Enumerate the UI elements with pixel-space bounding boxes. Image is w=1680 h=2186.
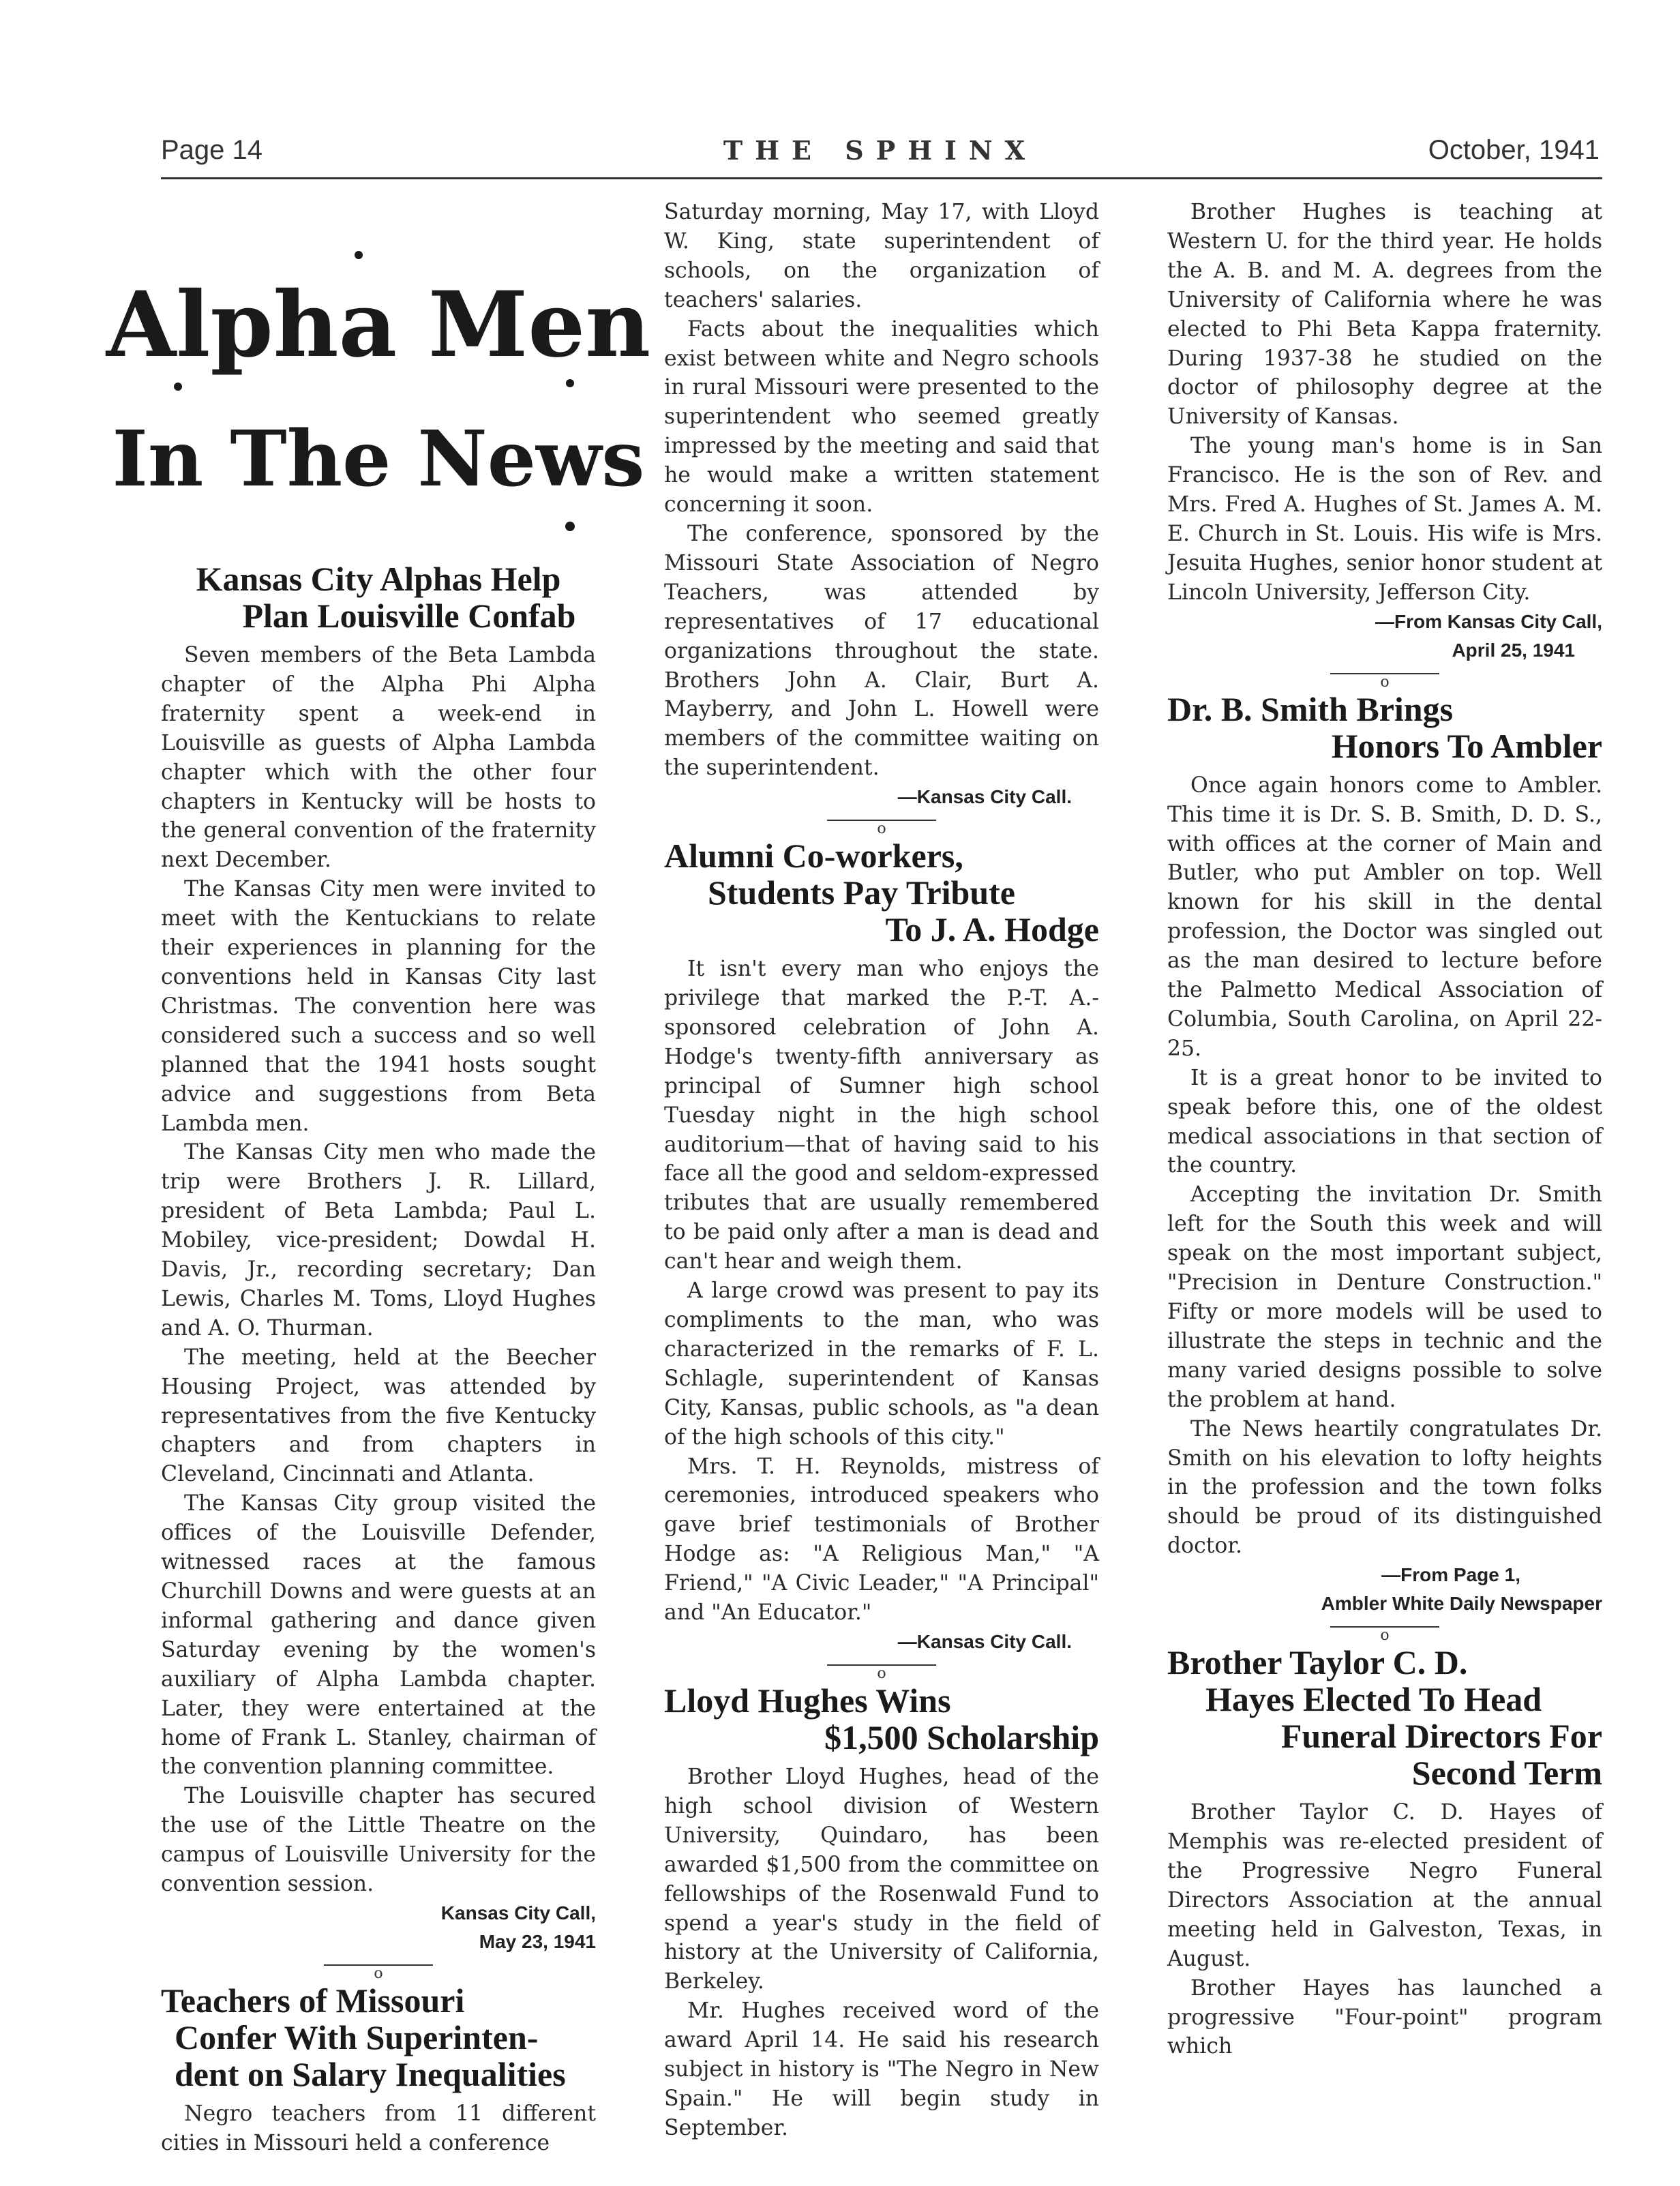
headline-line: Funeral Directors For: [1280, 1717, 1602, 1756]
separator-mark: o: [1330, 673, 1439, 691]
headline-line: Plan Louisville Confab: [242, 597, 576, 635]
headline-line: Honors To Ambler: [1331, 726, 1602, 765]
article-paragraph: A large crowd was present to pay its compliments to the man, who was characterized in the remarks of F. L. Schlagle, superintendent of Kansas City, Kansas, public schools, as "a dean of the high schools of this city.": [664, 1278, 1099, 1450]
header-rule: [161, 177, 1602, 179]
banner-dot: [565, 522, 575, 531]
article-paragraph: Once again honors come to Ambler. This time it is Dr. S. B. Smith, D. D. S., with offices at the corner of Main and Butler, who put Ambler on top. Well known for his skill in the dental profession, the Doctor was singled out as the man desired to lecture before the Palmetto Medical Association of Columbia, South Carolina, on April 22-25.: [1167, 773, 1602, 1061]
headline-dr-smith: [1167, 691, 1602, 764]
source-credit: [1167, 608, 1602, 665]
article-paragraph: The young man's home is in San Francisco. He is the son of Rev. and Mrs. Fred A. Hughes of St. James A. M. E. Church in St. Louis. His wife is Mrs. Jesuita Hughes, senior honor student at Lincoln University, Jefferson City.: [1167, 434, 1602, 605]
article-paragraph: The meeting, held at the Beecher Housing Project, was attended by representatives from the five Kentucky chapters and from chapters in Cleveland, Cincinnati and Atlanta.: [161, 1345, 596, 1487]
article-paragraph: Brother Hayes has launched a progressive "Four-point" program which: [1167, 1975, 1602, 2059]
headline-taylor-hayes: [1167, 1644, 1602, 1791]
headline-line: Students Pay Tribute: [708, 873, 1016, 912]
column-3: [1167, 198, 1602, 2061]
headline-line: To J. A. Hodge: [885, 910, 1099, 949]
article-paragraph: Facts about the inequalities which exist between white and Negro schools in rural Missouri were presented to the superintendent who seemed greatly impressed by the meeting and said that he would make a written statement concerning it soon.: [664, 316, 1099, 518]
credit-line: —From Kansas City Call,: [1375, 610, 1602, 632]
headline-lloyd-hughes: [664, 1682, 1099, 1756]
column-2: [664, 198, 1099, 2143]
headline-line: Teachers of Missouri: [161, 1981, 465, 2020]
article-paragraph: The Louisville chapter has secured the use of the Little Theatre on the campus of Louisville University for the convention session.: [161, 1784, 596, 1897]
source-credit: [161, 1899, 596, 1956]
section-separator: [664, 1656, 1099, 1682]
credit-line: Ambler White Daily Newspaper: [1321, 1593, 1602, 1615]
section-separator: [1167, 665, 1602, 691]
article-paragraph: Brother Taylor C. D. Hayes of Memphis was re-elected president of the Progressive Negro Funeral Directors Association at the annual meeting held in Galveston, Texas, in August.: [1167, 1800, 1602, 1971]
article-paragraph: Brother Hughes is teaching at Western U. for the third year. He holds the A. B. and M. A. degrees from the University of California where he was elected to Phi Beta Kappa fraternity. During 1937-38 he studied on the doctor of philosophy degree at the University of Kansas.: [1167, 200, 1602, 430]
article-paragraph: The Kansas City men were invited to meet with the Kentuckians to relate their experiences in planning for the conventions held in Kansas City last Christmas. The convention here was considered such a success and so well planned that the 1941 hosts sought advice and suggestions from Beta Lambda men.: [161, 877, 596, 1136]
headline-alumni: [664, 837, 1099, 948]
credit-line: Kansas City Call,: [440, 1902, 596, 1923]
headline-line: Brother Taylor C. D.: [1167, 1643, 1468, 1682]
article-paragraph: Mrs. T. H. Reynolds, mistress of ceremonies, introduced speakers who gave brief testimonials of Brother Hodge as: "A Religious Man," "A Friend," "A Civic Leader," "A Principal" and "An Educator.": [664, 1454, 1099, 1626]
column-1: [106, 198, 651, 2158]
article-paragraph: The News heartily congratulates Dr. Smith on his elevation to lofty heights in the profession and the town folks should be proud of its distinguished doctor.: [1167, 1416, 1602, 1559]
banner-dot: [174, 383, 182, 391]
banner-art: [106, 213, 651, 554]
separator-mark: o: [324, 1964, 433, 1982]
page-number: Page 14: [161, 135, 263, 165]
separator-mark: o: [827, 820, 936, 837]
credit-line: April 25, 1941: [1452, 639, 1575, 661]
source-credit: —Kansas City Call.: [897, 1630, 1072, 1652]
section-banner: [106, 213, 651, 554]
separator-mark: o: [1330, 1626, 1439, 1644]
article-paragraph: The Kansas City group visited the offices of the Louisville Defender, witnessed races at the famous Churchill Downs and were guests at an informal gathering and dance given Saturday evening by the women's auxiliary of Alpha Lambda chapter. Later, they were entertained at the home of Frank L. Stanley, chairman of the convention planning committee.: [161, 1491, 596, 1780]
credit-line: May 23, 1941: [479, 1930, 596, 1952]
article-paragraph: It is a great honor to be invited to speak before this, one of the oldest medical associations in that section of the country.: [1167, 1065, 1602, 1178]
issue-date: October, 1941: [1428, 135, 1600, 165]
banner-line-2: In The News: [112, 415, 645, 504]
section-separator: [1167, 1618, 1602, 1644]
article-paragraph: Saturday morning, May 17, with Lloyd W. King, state superintendent of schools, on the organization of teachers' salaries.: [664, 200, 1099, 312]
banner-line-1: Alpha Men: [106, 272, 651, 378]
section-separator: [161, 1956, 596, 1982]
headline-line: $1,500 Scholarship: [824, 1718, 1099, 1756]
credit-line: —From Page 1,: [1381, 1564, 1520, 1586]
headline-kansas-city: [161, 560, 596, 634]
headline-line: Dr. B. Smith Brings: [1167, 689, 1454, 728]
running-head: [161, 135, 1600, 176]
publication-title: THE SPHINX: [723, 135, 1038, 166]
banner-dot: [355, 251, 363, 259]
article-paragraph: Seven members of the Beta Lambda chapter of the Alpha Phi Alpha fraternity spent a week-end in Louisville as guests of Alpha Lambda chapter which with the other four chapters in Kentucky will be hosts to the general convention of the fraternity next December.: [161, 643, 596, 873]
article-paragraph: Accepting the invitation Dr. Smith left for the South this week and will speak on the most important subject, "Precision in Denture Construction." Fifty or more models will be used to illustrate the steps in technic and the many varied designs possible to solve the problem at hand.: [1167, 1182, 1602, 1412]
headline-line: Confer With Superinten-: [175, 2018, 539, 2056]
article-paragraph: Mr. Hughes received word of the award April 14. He said his research subject in history is "The Negro in New Spain." He will begin study in September.: [664, 1998, 1099, 2140]
article-paragraph: It isn't every man who enjoys the privilege that marked the P.-T. A.-sponsored celebration of John A. Hodge's twenty-fifth anniversary as principal of Sumner high school Tuesday night in the high school auditorium—that of having said to his face all the good and seldom-expressed tributes that are usually remembered to be paid only after a man is dead and can't hear and weigh them.: [664, 957, 1099, 1274]
headline-line: Alumni Co-workers,: [664, 837, 963, 875]
headline-teachers: [161, 1982, 596, 2093]
headline-line: Kansas City Alphas Help: [196, 560, 561, 598]
article-paragraph: The conference, sponsored by the Missouri State Association of Negro Teachers, was attended by representatives of 17 educational organizations throughout the state. Brothers John A. Clair, Burt A. Mayberry, and John L. Howell were members of the committee waiting on the superintendent.: [664, 521, 1099, 781]
headline-line: Second Term: [1411, 1754, 1602, 1793]
headline-line: Lloyd Hughes Wins: [664, 1681, 951, 1720]
source-credit: [1167, 1561, 1602, 1618]
article-paragraph: Negro teachers from 11 different cities in Missouri held a conference: [161, 2101, 596, 2155]
headline-line: dent on Salary Inequalities: [175, 2054, 566, 2093]
headline-line: Hayes Elected To Head: [1205, 1680, 1542, 1719]
source-credit: —Kansas City Call.: [897, 786, 1072, 808]
section-separator: [664, 811, 1099, 837]
article-paragraph: The Kansas City men who made the trip were Brothers J. R. Lillard, president of Beta Lambda; Paul L. Mobiley, vice-president; Dowdal H. Davis, Jr., recording secretary; Dan Lewis, Charles M. Toms, Lloyd Hughes and A. O. Thurman.: [161, 1140, 596, 1341]
article-paragraph: Brother Lloyd Hughes, head of the high school division of Western University, Quindaro, has been awarded $1,500 from the committee on fellowships of the Rosenwald Fund to spend a year's study in the field of history at the University of California, Berkeley.: [664, 1764, 1099, 1994]
separator-mark: o: [827, 1664, 936, 1682]
banner-dot: [566, 379, 574, 387]
